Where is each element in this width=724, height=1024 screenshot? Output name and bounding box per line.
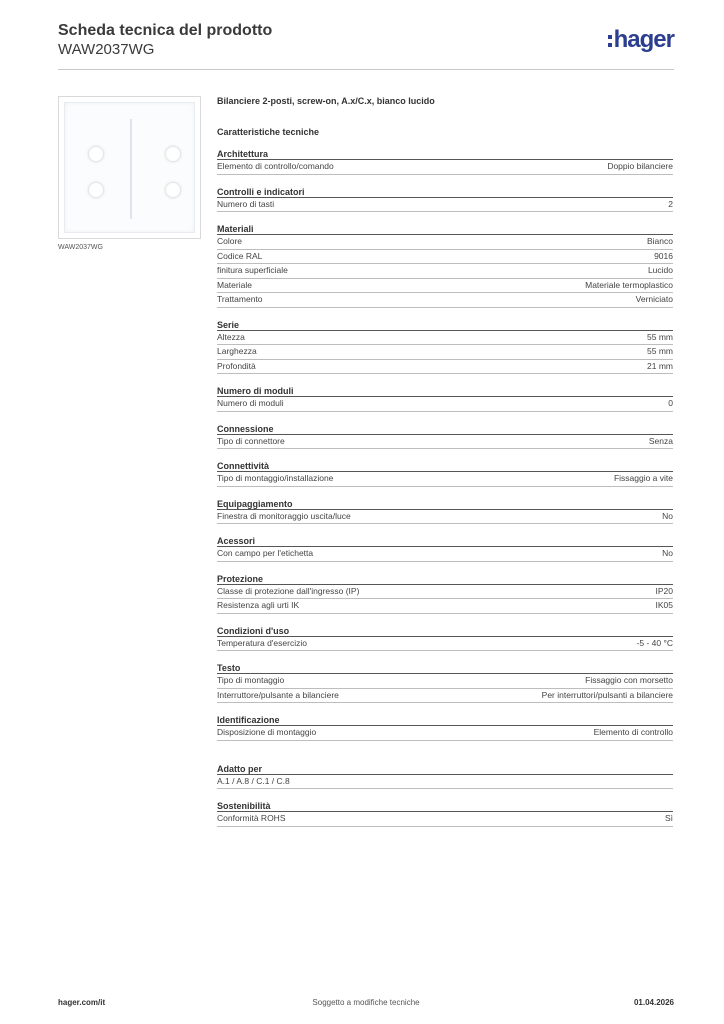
spec-group xyxy=(217,186,673,213)
logo-text: hager xyxy=(613,26,674,53)
spec-group xyxy=(217,423,673,450)
spec-row xyxy=(217,689,673,704)
spec-row xyxy=(217,279,673,294)
spec-label: Numero di moduli xyxy=(217,398,284,408)
spec-group xyxy=(217,625,673,652)
spec-value: Verniciato xyxy=(635,294,673,304)
rocker-dot xyxy=(166,183,180,197)
spec-label: Conformità ROHS xyxy=(217,813,286,823)
spec-label: Finestra di monitoraggio uscita/luce xyxy=(217,510,351,521)
spec-group xyxy=(217,535,673,562)
spec-row xyxy=(217,674,673,689)
spec-group-title: Protezione xyxy=(217,573,673,585)
spec-row xyxy=(217,547,673,562)
rocker-divider xyxy=(130,119,132,219)
spec-value: 0 xyxy=(668,398,673,408)
spec-row xyxy=(217,472,673,487)
spec-value: 55 mm xyxy=(647,346,673,356)
spec-row xyxy=(217,585,673,600)
spec-value: Sì xyxy=(664,813,673,823)
spec-label: Numero di tasti xyxy=(217,198,275,209)
spec-group xyxy=(217,385,673,412)
spec-group xyxy=(217,223,673,308)
spec-value: Fissaggio con morsetto xyxy=(585,675,673,685)
spec-group-title: Connettività xyxy=(217,460,673,472)
spec-row xyxy=(217,775,673,790)
rocker-plate-illustration xyxy=(64,102,195,233)
spec-label: Con campo per l'etichetta xyxy=(217,548,314,558)
spec-label: Disposizione di montaggio xyxy=(217,727,317,737)
spec-value: IK05 xyxy=(655,600,673,610)
spec-label: Temperatura d'esercizio xyxy=(217,637,307,648)
spec-label: Tipo di montaggio/installazione xyxy=(217,473,334,483)
spec-group-title: Condizioni d'uso xyxy=(217,625,673,637)
page-header xyxy=(58,22,674,70)
spec-row xyxy=(217,264,673,279)
spec-label: Altezza xyxy=(217,331,245,342)
spec-group-title: Materiali xyxy=(217,223,673,235)
spec-group xyxy=(217,460,673,487)
spec-value: Elemento di controllo xyxy=(593,727,673,737)
spec-row xyxy=(217,360,673,375)
spec-label: Tipo di connettore xyxy=(217,435,285,446)
spec-value: Fissaggio a vite xyxy=(613,473,673,483)
spec-row xyxy=(217,435,673,450)
spec-group xyxy=(217,148,673,175)
spec-value: Senza xyxy=(648,435,673,446)
spec-value: 2 xyxy=(668,198,673,209)
spec-label: Profondità xyxy=(217,360,256,371)
spec-group-title: Controlli e indicatori xyxy=(217,186,673,198)
spec-group xyxy=(217,319,673,375)
spec-row xyxy=(217,331,673,346)
spec-row xyxy=(217,599,673,614)
spec-label: Larghezza xyxy=(217,346,257,356)
spec-group-title: Sostenibilità xyxy=(217,800,673,812)
spec-value: No xyxy=(662,548,673,558)
section-heading: Caratteristiche tecniche xyxy=(217,127,320,137)
product-description: Bilanciere 2-posti, screw-on, A.x/C.x, bianco lucido xyxy=(217,96,435,106)
spec-group-title: Acessori xyxy=(217,535,673,547)
extra-spec-groups xyxy=(217,763,673,827)
spec-group xyxy=(217,763,673,790)
spec-label: Colore xyxy=(217,236,243,246)
spec-label: finitura superficiale xyxy=(217,265,288,275)
spec-value: 21 mm xyxy=(647,360,673,371)
spec-row xyxy=(217,235,673,250)
spec-value: IP20 xyxy=(655,585,673,596)
spec-value: 9016 xyxy=(654,250,673,261)
spec-label: Interruttore/pulsante a bilanciere xyxy=(217,689,339,700)
spec-label: Tipo di montaggio xyxy=(217,675,285,685)
spec-group-title: Architettura xyxy=(217,148,673,160)
spec-group xyxy=(217,714,673,741)
spec-row xyxy=(217,345,673,360)
spec-group xyxy=(217,573,673,614)
spec-row xyxy=(217,510,673,525)
spec-value: Lucido xyxy=(647,265,673,275)
spec-groups xyxy=(217,148,673,741)
rocker-dot xyxy=(166,147,180,161)
document-title: Scheda tecnica del prodotto xyxy=(58,22,273,39)
spec-row xyxy=(217,198,673,213)
hager-logo xyxy=(608,26,674,54)
footer-note: Soggetto a modifiche tecniche xyxy=(312,998,420,1007)
spec-sheet xyxy=(217,96,673,827)
product-code: WAW2037WG xyxy=(58,41,155,58)
spec-group xyxy=(217,498,673,525)
rocker-dot xyxy=(89,147,103,161)
spec-group-title: Serie xyxy=(217,319,673,331)
spec-group-title: Equipaggiamento xyxy=(217,498,673,510)
spec-value: 55 mm xyxy=(647,331,673,342)
spec-label: Elemento di controllo/comando xyxy=(217,161,334,171)
spec-label: Trattamento xyxy=(217,294,263,304)
spec-label: A.1 / A.8 / C.1 / C.8 xyxy=(217,775,290,786)
spec-value: Doppio bilanciere xyxy=(607,161,673,171)
product-image xyxy=(58,96,201,239)
spec-row xyxy=(217,250,673,265)
spec-group xyxy=(217,800,673,827)
rocker-dot xyxy=(89,183,103,197)
spec-label: Classe di protezione dall'ingresso (IP) xyxy=(217,585,360,596)
spec-group-title: Connessione xyxy=(217,423,673,435)
spec-row xyxy=(217,397,673,412)
spec-group-title: Numero di moduli xyxy=(217,385,673,397)
spec-row xyxy=(217,812,673,827)
spec-value: No xyxy=(662,510,673,521)
spec-label: Codice RAL xyxy=(217,250,263,261)
spec-label: Materiale xyxy=(217,279,252,290)
spec-row xyxy=(217,637,673,652)
spec-group-title: Adatto per xyxy=(217,763,673,775)
spec-group-title: Identificazione xyxy=(217,714,673,726)
spec-group-title: Testo xyxy=(217,662,673,674)
spec-label: Resistenza agli urti IK xyxy=(217,600,300,610)
image-caption: WAW2037WG xyxy=(58,244,103,251)
logo-dots-icon xyxy=(608,35,612,47)
spec-value: -5 - 40 °C xyxy=(636,637,673,648)
spec-row xyxy=(217,726,673,741)
spec-value: Bianco xyxy=(647,236,673,246)
spec-row xyxy=(217,160,673,175)
spec-group xyxy=(217,662,673,703)
footer-website: hager.com/it xyxy=(58,998,106,1007)
spec-value: Per interruttori/pulsanti a bilanciere xyxy=(541,689,673,700)
spec-row xyxy=(217,293,673,308)
footer-date: 01.04.2026 xyxy=(633,998,674,1007)
spec-value: Materiale termoplastico xyxy=(585,279,673,290)
